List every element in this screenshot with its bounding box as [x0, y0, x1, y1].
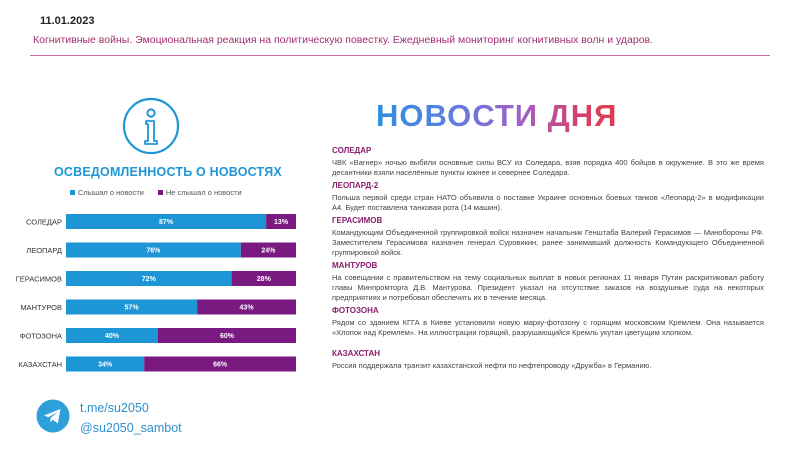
data-label: 28% — [256, 276, 271, 284]
data-label: 13% — [274, 219, 289, 227]
news-title: КАЗАХСТАН — [332, 349, 380, 358]
data-label: 76% — [146, 247, 161, 255]
legend-swatch-not-heard — [158, 190, 163, 195]
category-label: СОЛЕДАР — [25, 217, 62, 227]
data-label: 34% — [98, 361, 113, 369]
chart-title: ОСВЕДОМЛЕННОСТЬ О НОВОСТЯХ — [54, 165, 282, 179]
category-label: КАЗАХСТАН — [18, 360, 62, 369]
category-label: МАНТУРОВ — [20, 303, 62, 312]
telegram-icon[interactable] — [36, 399, 70, 433]
telegram-channel-link[interactable]: t.me/su2050 — [80, 401, 149, 415]
news-item — [332, 216, 764, 258]
news-text: Рядом со зданием КГГА в Киеве установили новую марку-фотозону с горящим московским Кремлем. Она называется «Хлопок над Кремлем». На иллюстрации горящий, разрушающийся Кремль укутан цветущим хлопком. — [332, 318, 764, 337]
news-title: ЛЕОПАРД-2 — [332, 181, 379, 190]
data-label: 43% — [239, 304, 254, 312]
chart-legend — [70, 188, 242, 197]
legend-label-not-heard: Не слышал о новости — [165, 188, 242, 197]
awareness-chart — [10, 211, 310, 381]
news-item — [332, 349, 764, 371]
data-label: 24% — [261, 247, 276, 255]
news-text: Польша первой среди стран НАТО объявила о поставке Украине основных боевых танков «Леопард-2» в модификации А4. Будет поставлена танковая рота (14 машин). — [332, 193, 764, 212]
category-label: ФОТОЗОНА — [19, 331, 62, 341]
news-title: ГЕРАСИМОВ — [332, 216, 383, 225]
legend-label-heard: Слышал о новости — [78, 188, 144, 197]
news-item — [332, 146, 764, 178]
legend-item-heard — [70, 188, 144, 197]
news-item — [332, 306, 764, 338]
news-text: На совещании с правительством на тему социальных выплат в новых регионах 11 января Путин раскритиковал работу главы Минпромторга Д.В. Мантурова. Президент указал на отсутствие заказов на воздушные суда на некоторых предприятиях и потребовал обеспечить их в течение месяца. — [332, 273, 764, 302]
news-item — [332, 261, 764, 303]
news-list — [332, 146, 764, 374]
news-text: Командующим Объединенной группировкой войск назначен начальник Генштаба Валерий Герасимов — Минобороны РФ. Заместителем Герасимова назначен генерал Суровикин, ранее занимавший должность Командующего Объединенной группировкой войск. — [332, 228, 764, 257]
info-icon — [118, 96, 184, 156]
telegram-bot-link[interactable]: @su2050_sambot — [80, 421, 182, 435]
data-label: 87% — [159, 219, 174, 227]
news-title: МАНТУРОВ — [332, 261, 378, 270]
data-label: 57% — [124, 304, 139, 312]
news-text: ЧВК «Вагнер» ночью выбили основные силы ВСУ из Соледара, взяв порядка 400 бойцов в окружение. В это же время десантники взяли населённые пункты южнее и севернее Соледара. — [332, 158, 764, 177]
data-label: 66% — [213, 361, 228, 369]
news-text: Россия поддержала транзит казахстанской нефти по нефтепроводу «Дружба» в Германию. — [332, 361, 652, 370]
header-divider — [30, 55, 770, 56]
data-label: 40% — [104, 333, 120, 341]
data-label: 72% — [141, 276, 156, 284]
legend-swatch-heard — [70, 190, 75, 195]
report-date: 11.01.2023 — [40, 15, 95, 27]
news-heading: НОВОСТИ ДНЯ — [376, 98, 618, 133]
data-label: 60% — [219, 333, 235, 341]
news-title: ФОТОЗОНА — [332, 306, 379, 315]
category-label: ЛЕОПАРД — [26, 246, 62, 255]
news-item — [332, 181, 764, 213]
report-subtitle: Когнитивные войны. Эмоциональная реакция на политическую повестку. Ежедневный мониторинг когнитивных волн и ударов. — [33, 34, 654, 46]
news-title: СОЛЕДАР — [332, 146, 372, 155]
legend-item-not-heard — [158, 188, 242, 197]
category-label: ГЕРАСИМОВ — [15, 274, 62, 284]
